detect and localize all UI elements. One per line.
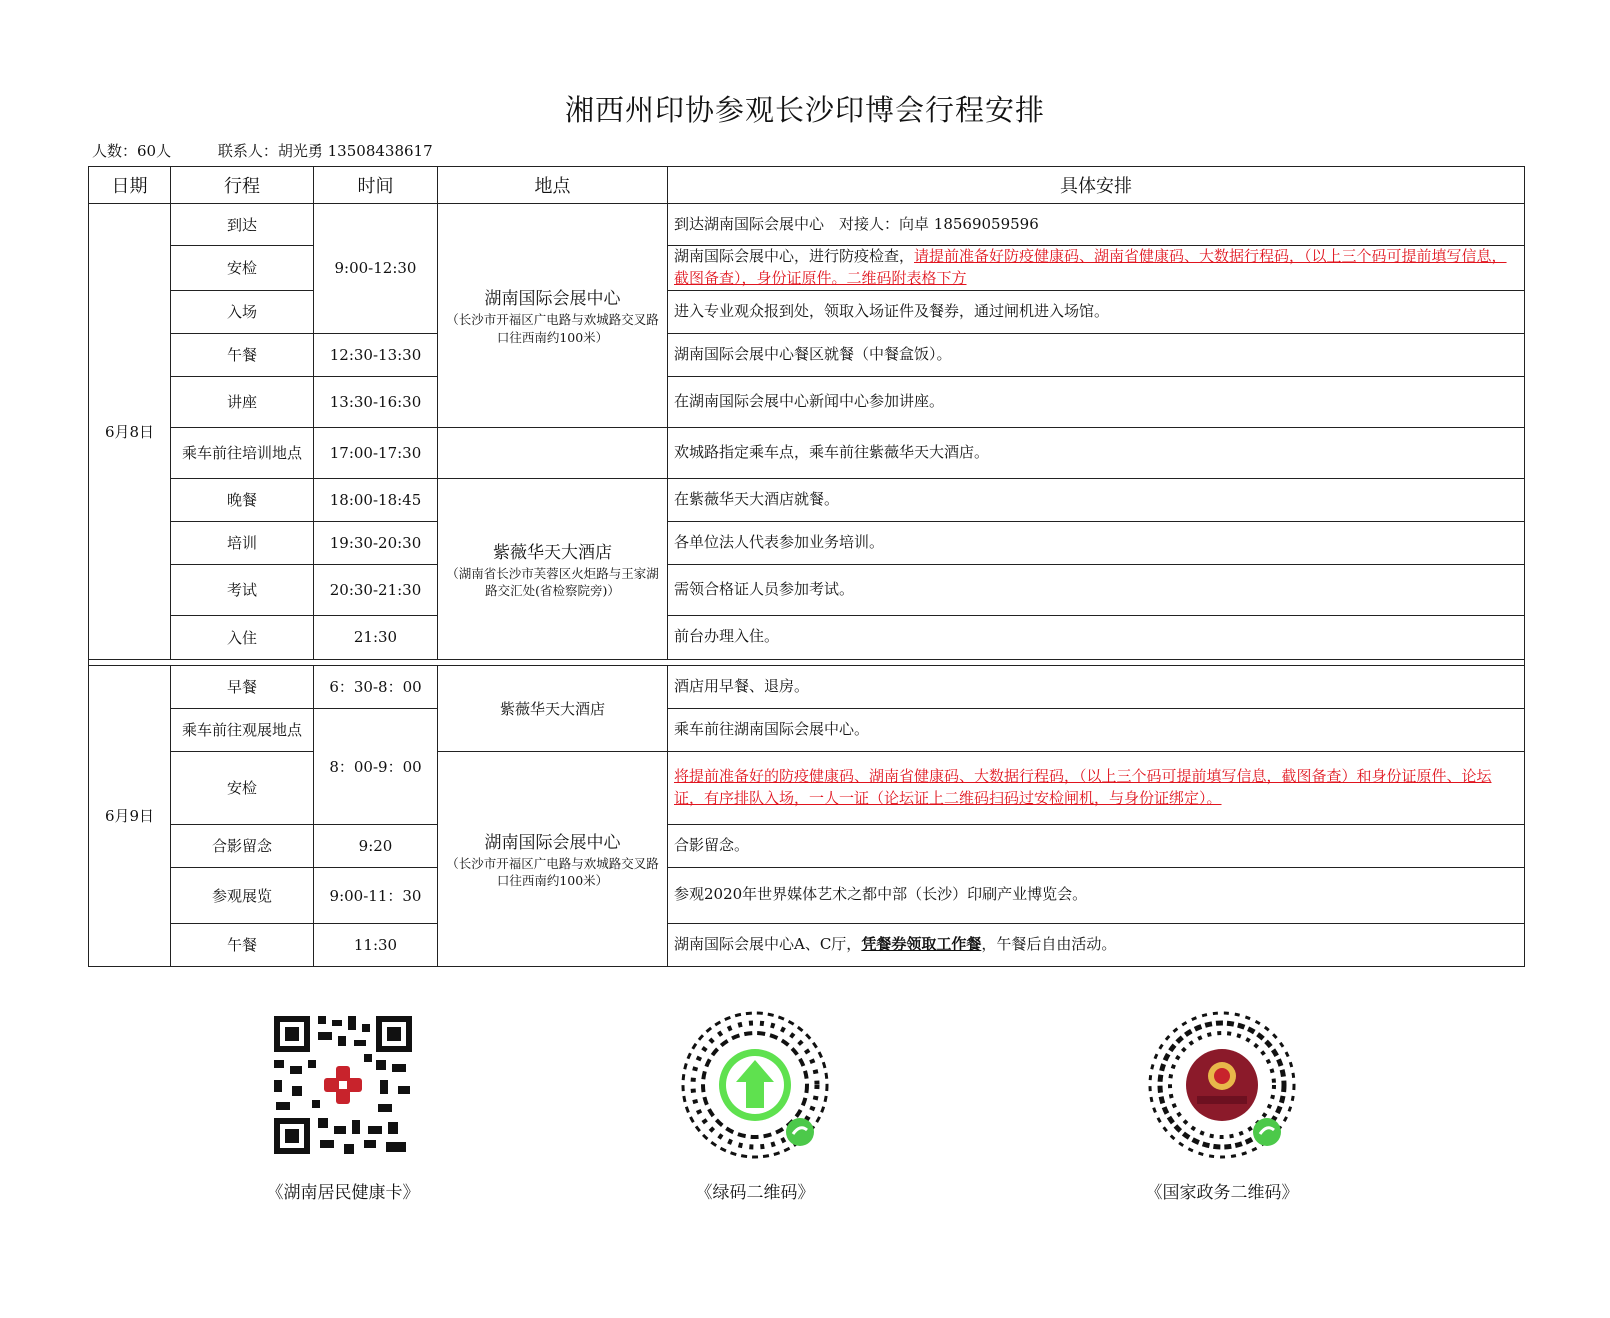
item-cell: 安检	[171, 246, 314, 291]
detail-warning-text: 将提前准备好的防疫健康码、湖南省健康码、大数据行程码，（以上三个码可提前填写信息，截图备查）和身份证原件、论坛证，有序排队入场，一人一证（论坛证上二维码扫码过安检闸机，与身份证绑定）。	[674, 766, 1492, 807]
table-row	[89, 824, 1525, 867]
qr-caption: 《国家政务二维码》	[1145, 1183, 1299, 1203]
detail-cell: 前台办理入住。	[668, 615, 1525, 659]
detail-cell: 合影留念。	[668, 824, 1525, 867]
item-cell: 安检	[171, 751, 314, 824]
qr-health-card	[193, 1010, 493, 1203]
table-row	[89, 427, 1525, 478]
item-cell: 午餐	[171, 923, 314, 966]
detail-cell: 酒店用早餐、退房。	[668, 665, 1525, 708]
table-row	[89, 708, 1525, 751]
table-row	[89, 615, 1525, 659]
detail-cell: 进入专业观众报到处，领取入场证件及餐券，通过闸机进入场馆。	[668, 290, 1525, 333]
item-cell: 早餐	[171, 665, 314, 708]
item-cell: 入场	[171, 290, 314, 333]
detail-cell: 各单位法人代表参加业务培训。	[668, 521, 1525, 564]
people-count: 人数：60人	[92, 142, 172, 160]
time-cell: 17:00-17:30	[314, 427, 438, 478]
time-cell: 21:30	[314, 615, 438, 659]
table-row	[89, 204, 1525, 246]
detail-cell	[668, 751, 1525, 824]
location-cell	[438, 751, 668, 966]
detail-text: 湖南国际会展中心A、C厅，	[674, 934, 862, 953]
detail-cell	[668, 923, 1525, 966]
time-cell: 8：00-9：00	[314, 708, 438, 824]
time-cell: 19:30-20:30	[314, 521, 438, 564]
header-date: 日期	[89, 167, 171, 204]
detail-bold-text: 凭餐券领取工作餐	[861, 934, 982, 953]
qr-green-code	[605, 1010, 905, 1203]
time-cell: 20:30-21:30	[314, 564, 438, 615]
item-cell: 讲座	[171, 376, 314, 427]
item-cell: 培训	[171, 521, 314, 564]
time-cell: 9:00-12:30	[314, 204, 438, 334]
header-time: 时间	[314, 167, 438, 204]
detail-cell: 参观2020年世界媒体艺术之都中部（长沙）印刷产业博览会。	[668, 867, 1525, 923]
header-item: 行程	[171, 167, 314, 204]
time-cell: 11:30	[314, 923, 438, 966]
location-address: （长沙市开福区广电路与欢城路交叉路口往西南约100米）	[446, 312, 659, 345]
detail-warning-text: 请提前准备好防疫健康码、湖南省健康码、大数据行程码，（以上三个码可提前填写信息，截图备查），身份证原件。二维码附表格下方	[674, 247, 1507, 287]
item-cell: 入住	[171, 615, 314, 659]
green-code-qr-icon	[680, 1010, 830, 1160]
detail-cell: 欢城路指定乘车点，乘车前往紫薇华天大酒店。	[668, 427, 1525, 478]
health-card-qr-icon	[268, 1010, 418, 1160]
header-location: 地点	[438, 167, 668, 204]
qr-caption: 《绿码二维码》	[695, 1183, 815, 1203]
gov-service-qr-icon	[1147, 1010, 1297, 1160]
table-row	[89, 521, 1525, 564]
table-row	[89, 923, 1525, 966]
page-title: 湘西州印协参观长沙印博会行程安排	[564, 93, 1045, 127]
table-row	[89, 290, 1525, 333]
detail-cell: 湖南国际会展中心餐区就餐（中餐盒饭）。	[668, 333, 1525, 376]
item-cell: 乘车前往培训地点	[171, 427, 314, 478]
location-cell-empty	[438, 427, 668, 478]
time-cell: 9:00-11：30	[314, 867, 438, 923]
table-row	[89, 478, 1525, 521]
date-cell: 6月8日	[89, 204, 171, 660]
location-address: （长沙市开福区广电路与欢城路交叉路口往西南约100米）	[446, 855, 659, 888]
table-row	[89, 376, 1525, 427]
location-cell	[438, 665, 668, 751]
detail-text: 湖南国际会展中心，进行防疫检查，	[674, 247, 915, 265]
table-header-row	[89, 167, 1525, 204]
detail-cell	[668, 246, 1525, 291]
table-row	[89, 564, 1525, 615]
item-cell: 乘车前往观展地点	[171, 708, 314, 751]
location-name: 紫薇华天大酒店	[499, 699, 605, 718]
detail-text: ，午餐后自由活动。	[981, 934, 1117, 953]
item-cell: 考试	[171, 564, 314, 615]
item-cell: 午餐	[171, 333, 314, 376]
item-cell: 到达	[171, 204, 314, 246]
item-cell: 合影留念	[171, 824, 314, 867]
detail-cell: 在紫薇华天大酒店就餐。	[668, 478, 1525, 521]
time-cell: 6：30-8：00	[314, 665, 438, 708]
location-name: 紫薇华天大酒店	[493, 542, 612, 563]
location-name: 湖南国际会展中心	[484, 832, 621, 853]
qr-gov-service	[1072, 1010, 1372, 1203]
time-cell: 12:30-13:30	[314, 333, 438, 376]
item-cell: 晚餐	[171, 478, 314, 521]
table-row	[89, 665, 1525, 708]
location-cell	[438, 204, 668, 428]
detail-cell: 需领合格证人员参加考试。	[668, 564, 1525, 615]
table-row	[89, 246, 1525, 291]
time-cell: 18:00-18:45	[314, 478, 438, 521]
table-row	[89, 751, 1525, 824]
location-name: 湖南国际会展中心	[484, 289, 621, 310]
meta-line	[92, 140, 475, 161]
detail-cell: 在湖南国际会展中心新闻中心参加讲座。	[668, 376, 1525, 427]
qr-caption: 《湖南居民健康卡》	[266, 1183, 420, 1203]
time-cell: 13:30-16:30	[314, 376, 438, 427]
detail-cell: 乘车前往湖南国际会展中心。	[668, 708, 1525, 751]
header-detail: 具体安排	[668, 167, 1525, 204]
location-cell	[438, 478, 668, 659]
time-cell: 9:20	[314, 824, 438, 867]
item-cell: 参观展览	[171, 867, 314, 923]
location-address: （湖南省长沙市芙蓉区火炬路与王家湖路交汇处(省检察院旁)）	[446, 565, 659, 598]
table-row	[89, 867, 1525, 923]
date-cell: 6月9日	[89, 665, 171, 966]
contact-person: 联系人：胡光勇 13508438617	[217, 142, 433, 160]
table-row	[89, 333, 1525, 376]
detail-cell: 到达湖南国际会展中心 对接人：向卓 18569059596	[668, 204, 1525, 246]
schedule-table	[88, 166, 1525, 967]
